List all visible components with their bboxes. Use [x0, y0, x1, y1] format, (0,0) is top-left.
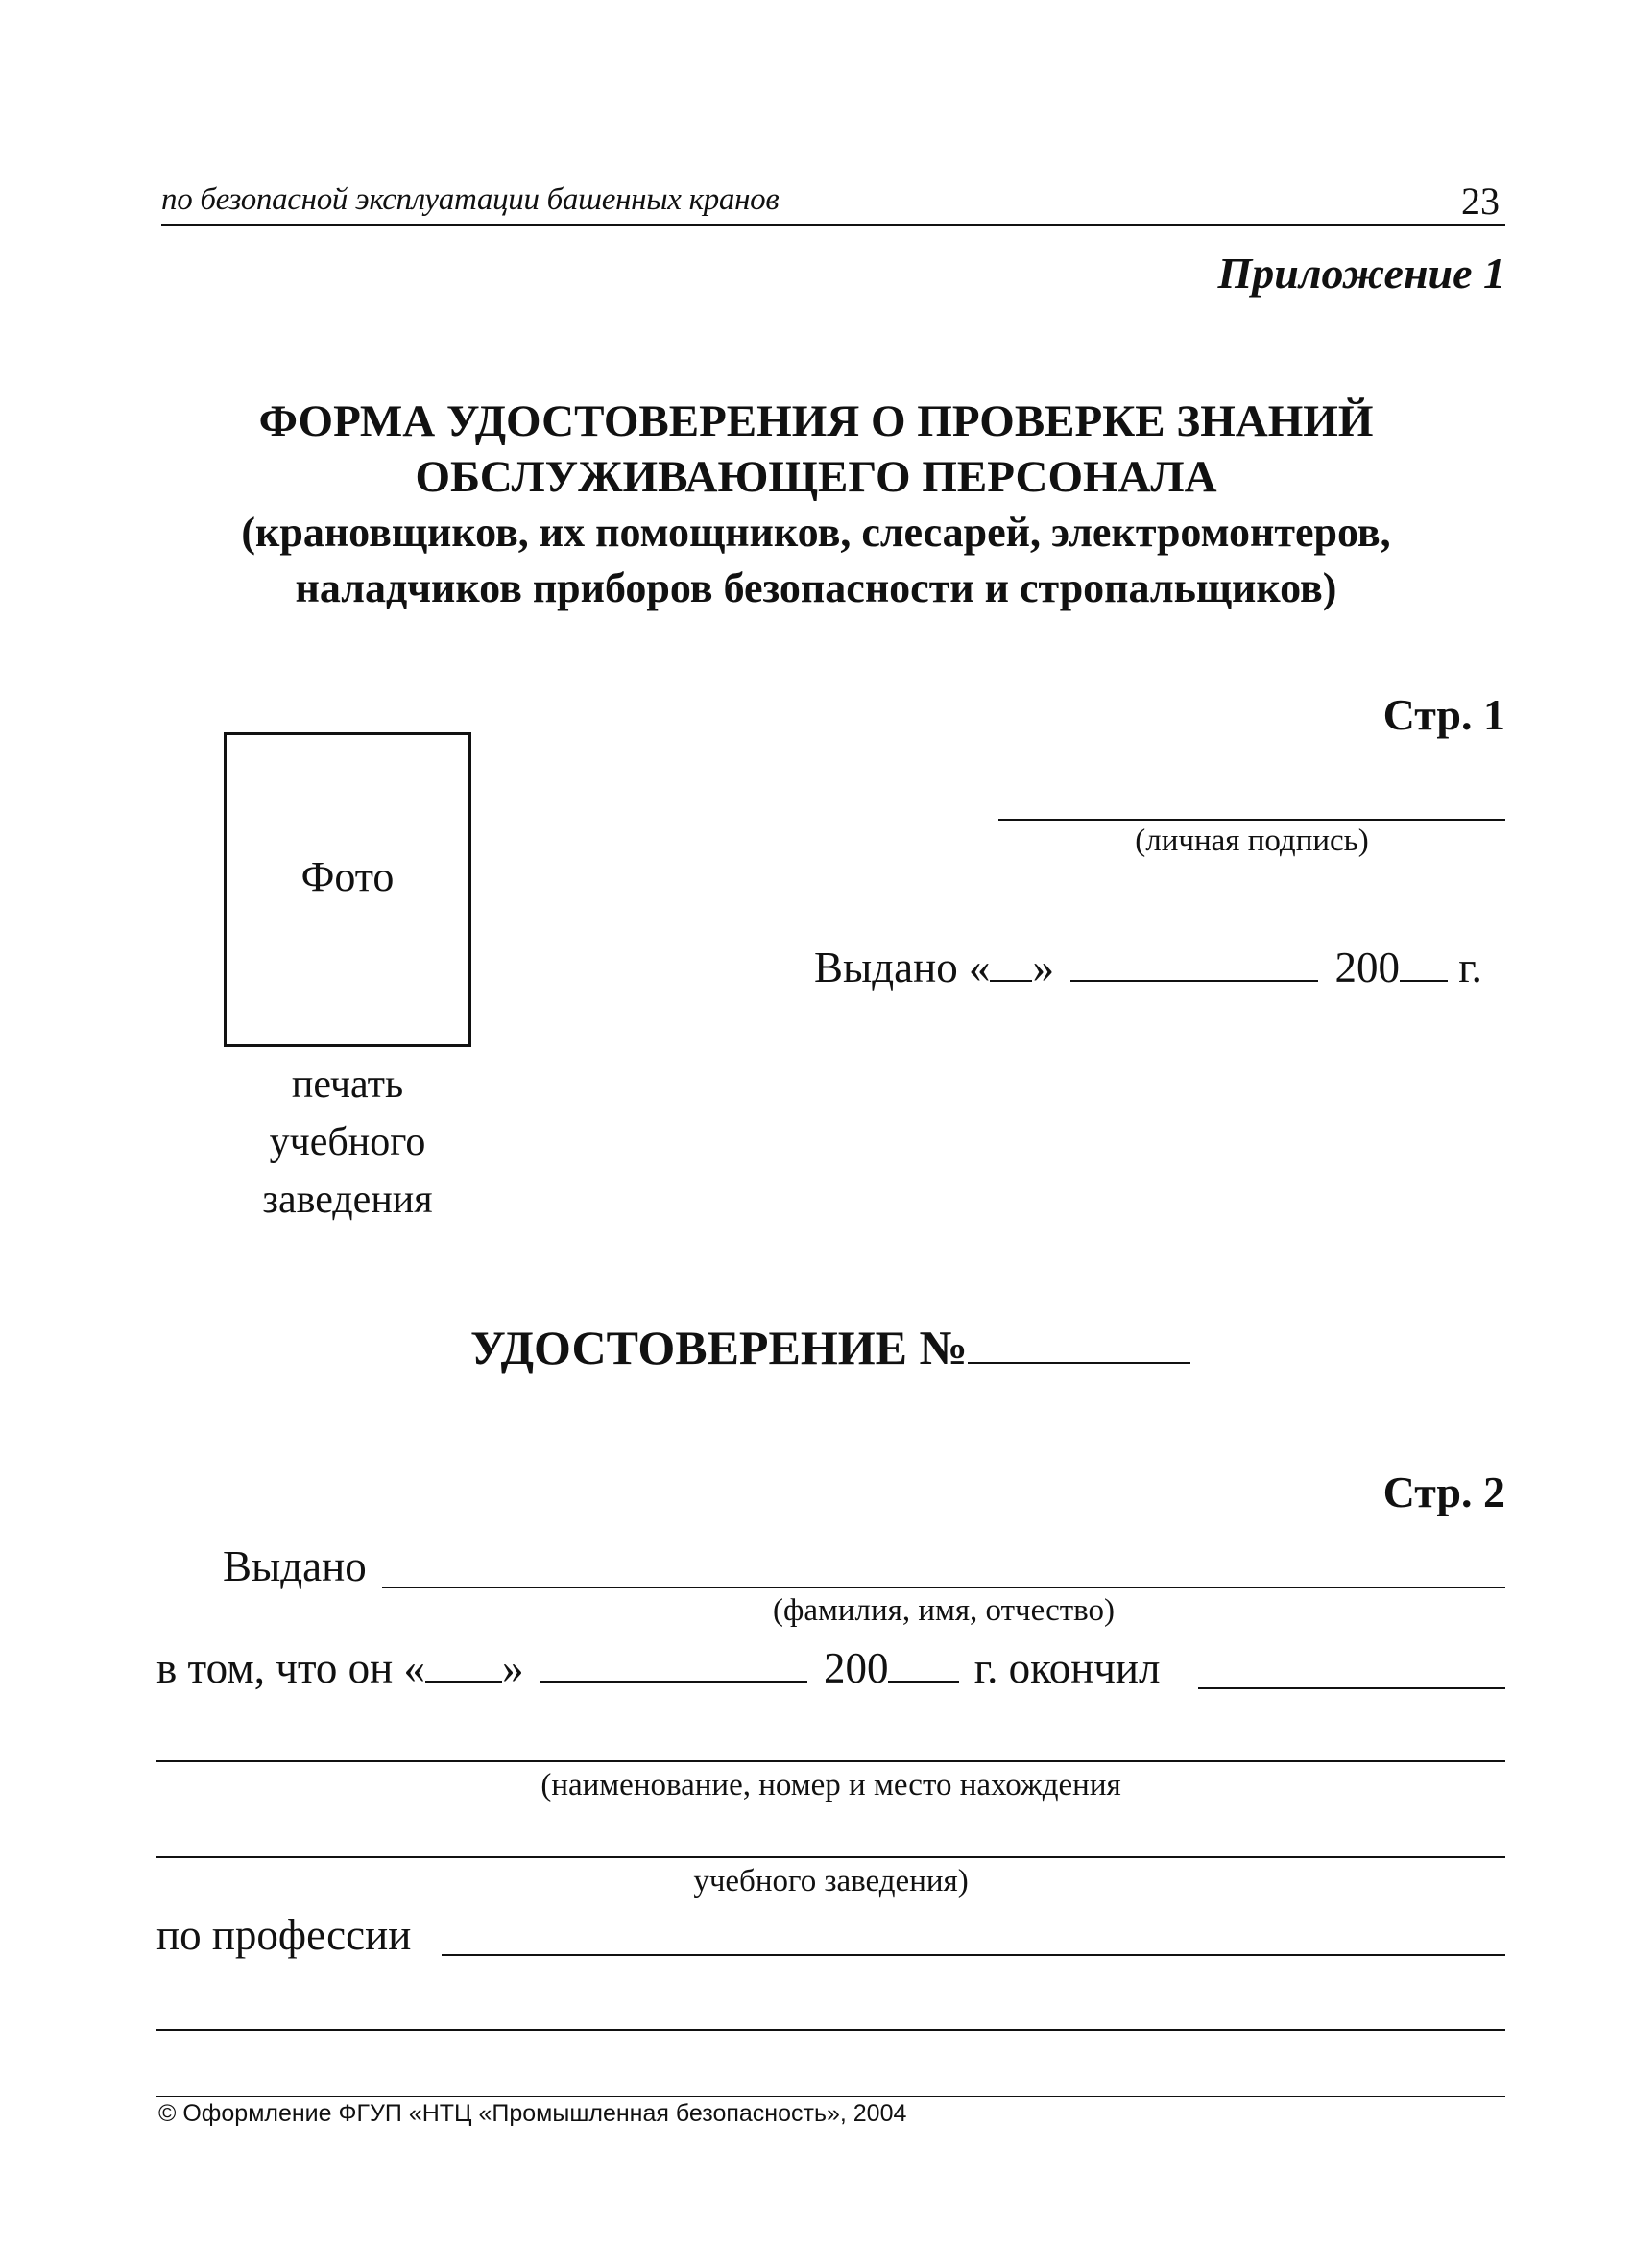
issued-day-blank[interactable] [990, 945, 1032, 982]
profession-line[interactable] [442, 1954, 1505, 1956]
footer-rule [156, 2096, 1505, 2097]
header-rule [161, 224, 1505, 226]
school-line-1[interactable] [156, 1760, 1505, 1762]
school-line-2[interactable] [156, 1856, 1505, 1858]
issued-suffix: г. [1458, 943, 1482, 991]
completed-prefix: в том, что он « [156, 1644, 425, 1692]
signature-caption: (личная подпись) [1135, 824, 1369, 858]
certificate-title [470, 1320, 1190, 1375]
completed-year-blank[interactable] [888, 1646, 959, 1683]
completed-month-blank[interactable] [540, 1646, 807, 1683]
name-line[interactable] [382, 1587, 1505, 1588]
certificate-title-text: УДОСТОВЕРЕНИЕ № [470, 1321, 968, 1374]
completed-school-line[interactable] [1198, 1687, 1505, 1689]
title-line-2: ОБСЛУЖИВАЮЩЕГО ПЕРСОНАЛА [415, 452, 1217, 502]
running-header: по безопасной эксплуатации башенных кранов [161, 182, 780, 217]
stamp-line-2: учебного [269, 1120, 426, 1164]
page-number: 23 [1461, 179, 1500, 223]
form-title [192, 394, 1440, 616]
issued-year: 200 [1334, 943, 1400, 991]
profession-label: по профессии [156, 1911, 412, 1959]
stamp-label [224, 1056, 471, 1229]
school-caption-1: (наименование, номер и место нахождения [540, 1768, 1121, 1802]
photo-label: Фото [300, 853, 395, 900]
appendix-label: Приложение 1 [1217, 249, 1505, 298]
stamp-line-3: заведения [262, 1178, 433, 1222]
stamp-line-1: печать [291, 1062, 404, 1107]
page-1-label: Стр. 1 [1382, 690, 1505, 739]
issued-month-blank[interactable] [1070, 945, 1318, 982]
issued-date-row [814, 943, 1482, 992]
title-line-1: ФОРМА УДОСТОВЕРЕНИЯ О ПРОВЕРКЕ ЗНАНИЙ [258, 396, 1374, 446]
title-line-3: (крановщиков, их помощников, слесарей, электромонтеров, [241, 509, 1391, 556]
page-2-label: Стр. 2 [1382, 1468, 1505, 1516]
footer-copyright: © Оформление ФГУП «НТЦ «Промышленная безопасность», 2004 [158, 2100, 907, 2127]
name-caption: (фамилия, имя, отчество) [772, 1593, 1116, 1628]
issued-mid: » [1032, 943, 1054, 991]
school-caption-2: учебного заведения) [693, 1864, 969, 1898]
completed-year: 200 [823, 1644, 889, 1692]
completed-row [156, 1643, 1160, 1693]
extra-line[interactable] [156, 2029, 1505, 2031]
completed-mid: » [501, 1644, 524, 1692]
issued-prefix: Выдано « [814, 943, 991, 991]
certificate-number-blank[interactable] [968, 1320, 1190, 1364]
title-line-4: наладчиков приборов безопасности и стропальщиков) [295, 564, 1337, 611]
issued-year-blank[interactable] [1400, 945, 1448, 982]
completed-suffix: г. окончил [973, 1644, 1161, 1692]
completed-day-blank[interactable] [425, 1646, 502, 1683]
signature-line[interactable] [998, 819, 1505, 821]
issued-label: Выдано [223, 1542, 367, 1590]
